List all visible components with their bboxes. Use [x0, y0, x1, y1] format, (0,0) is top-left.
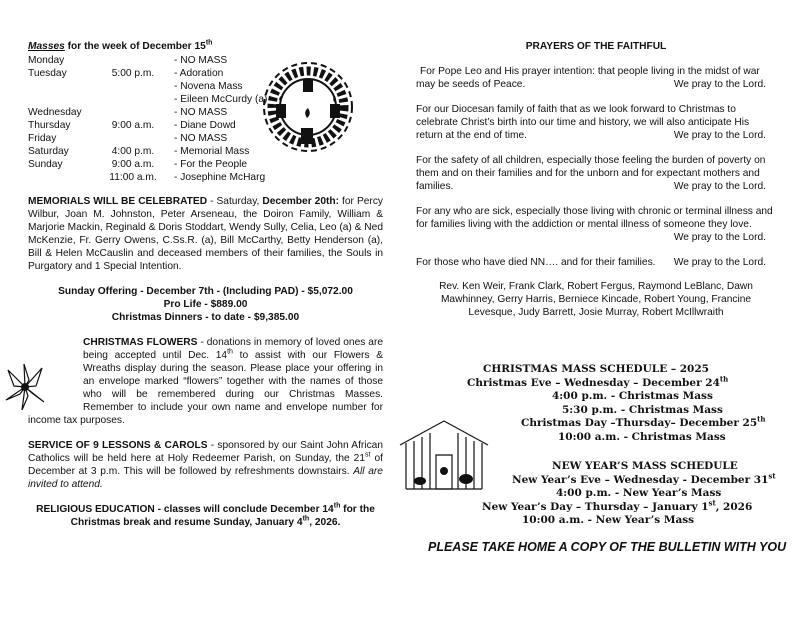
right-column: [416, 40, 776, 319]
mass-day: Tuesday: [28, 68, 67, 79]
mass-time: [92, 93, 174, 106]
mass-time: [92, 54, 174, 67]
prayer-text: For the safety of all children, especially those feeling the burden of poverty on them and on their families and for the unborn and for expectant mothers and families.: [416, 155, 766, 192]
mass-row: [28, 145, 267, 158]
prayer-list: [416, 65, 776, 269]
mass-row: [28, 119, 267, 132]
new-year-day-mass: 10:00 a.m. - New Year’s Mass: [522, 514, 695, 526]
mass-intention: - Memorial Mass: [174, 146, 250, 157]
mass-intention: - Diane Dowd: [174, 120, 236, 131]
mass-intention: - For the People: [174, 159, 248, 170]
offering-block: Sunday Offering - December 7th - (Including PAD) - $5,072.00 Pro Life - $889.00 Christmas Dinners - to date - $9,385.00: [58, 286, 353, 323]
prayer-text: For those who have died NN…. and for their families.: [416, 257, 656, 268]
prayer-text: For any who are sick, especially those living with chronic or terminal illness and for families living with the addiction or mental illness of someone they love.: [416, 206, 773, 230]
new-year-day-line: New Year’s Day – Thursday – January 1st, 2026: [482, 498, 753, 513]
prayer-item: [416, 205, 776, 244]
prayer-text: For Pope Leo and His prayer intention: that people living in the midst of war may be seeds of Peace.: [416, 66, 760, 90]
mass-intention: - Josephine McHarg: [174, 172, 266, 183]
mass-row: [28, 67, 267, 80]
mass-day: Monday: [28, 55, 65, 66]
mass-row: [28, 80, 267, 93]
mass-day: Sunday: [28, 159, 63, 170]
mass-intention: - Eileen McCurdy (a): [174, 94, 268, 105]
education-paragraph: RELIGIOUS EDUCATION - classes will conclude December 14th for the Christmas break and resume Sunday, January 4th, 2026.: [36, 502, 375, 528]
prayers-title: PRAYERS OF THE FAITHFUL: [525, 41, 667, 52]
mass-schedule-table: [28, 54, 267, 184]
memorials-paragraph: MEMORIALS WILL BE CELEBRATED - Saturday, December 20th: for Percy Wilbur, Joan M. Johnston, Peter Arseneau, the Doiron Family, William & Marjorie Mackin, Reginald & Doris Stoddart, Wendy Sully, Celia, Leo (a) & Ned McKenzie, Fr. Gerry Owens, C.Ss.R. (a), Bill McCarthy, Betty Henderson (a), Bill & Helen McCauslin and deceased members of their families, the Souls in Purgatory and 1 Special Intention.: [28, 196, 384, 272]
new-year-eve-line: New Year’s Eve – Wednesday - December 31st: [512, 471, 776, 486]
new-year-eve-mass: 4:00 p.m. - New Year’s Mass: [556, 487, 722, 499]
mass-row: [28, 93, 267, 106]
mass-time: [92, 106, 174, 119]
mass-row: [28, 171, 267, 184]
mass-day: Thursday: [28, 120, 71, 131]
prayer-response: We pray to the Lord.: [673, 232, 766, 243]
mass-day: Saturday: [28, 146, 69, 157]
mass-time: 11:00 a.m.: [109, 172, 157, 183]
mass-time: [92, 80, 174, 93]
mass-time: 9:00 a.m.: [111, 120, 155, 131]
prayer-item: [416, 154, 776, 193]
prayer-response: We pray to the Lord.: [673, 79, 766, 90]
prayer-response: We pray to the Lord.: [673, 181, 766, 192]
prayer-names: Rev. Ken Weir, Frank Clark, Robert Fergus, Raymond LeBlanc, Dawn Mawhinney, Gerry Harris, Berniece Kincade, Robert Young, Francine Levesque, Judy Barrett, Josie Murray, Robert McIllwraith: [439, 281, 753, 318]
mass-day: [28, 93, 92, 106]
prayer-response: We pray to the Lord.: [673, 130, 766, 141]
new-year-schedule-title: NEW YEAR’S MASS SCHEDULE: [552, 460, 738, 472]
mass-intention: - NO MASS: [174, 107, 228, 118]
mass-intention: - Adoration: [174, 68, 224, 79]
christmas-eve-mass-1: 4:00 p.m. - Christmas Mass: [552, 390, 713, 402]
mass-intention: - NO MASS: [174, 133, 228, 144]
mass-time: 5:00 p.m.: [111, 68, 155, 79]
flowers-paragraph: CHRISTMAS FLOWERS - donations in memory of loved ones are being accepted until Dec. 14th to assist with our Flowers & Wreaths display during the season. Please place your offering in an envelope marked “flowers” together with the names of those who will be remembered during our Christmas Masses. Remember to include your own name and envelope number for income tax purposes.: [28, 337, 384, 426]
christmas-eve-mass-2: 5:30 p.m. - Christmas Mass: [562, 403, 723, 416]
mass-day: [28, 171, 92, 184]
mass-day: Wednesday: [28, 107, 82, 118]
masses-heading: Masses for the week of December 15th: [28, 39, 213, 52]
prayer-item: [416, 65, 776, 91]
prayer-item: [416, 103, 776, 142]
mass-row: [28, 132, 267, 145]
mass-intention: - NO MASS: [174, 55, 228, 66]
prayer-text: For our Diocesan family of faith that as we look forward to Christmas to celebrate Christ’s birth into our time and history, we will also anticipate His return at the end of time.: [416, 104, 750, 141]
take-home-notice: PLEASE TAKE HOME A COPY OF THE BULLETIN WITH YOU: [428, 540, 787, 554]
mass-time: 9:00 a.m.: [111, 159, 155, 170]
mass-row: [28, 158, 267, 171]
prayer-response: We pray to the Lord.: [673, 257, 766, 268]
christmas-day-mass: 10:00 a.m. - Christmas Mass: [558, 430, 726, 443]
mass-row: [28, 54, 267, 67]
lessons-paragraph: SERVICE OF 9 LESSONS & CAROLS - sponsored by our Saint John African Catholics will be held here at Holy Redeemer Parish, on Sunday, the 21st of December at 3 p.m. This will be followed by refreshments downstairs. All are invited to attend.: [28, 440, 383, 490]
christmas-schedule-title: CHRISTMAS MASS SCHEDULE – 2025: [483, 363, 709, 375]
mass-time: [92, 132, 174, 145]
poinsettia-icon: [0, 360, 50, 415]
mass-day: [28, 80, 92, 93]
mass-day: Friday: [28, 133, 57, 144]
christmas-eve-line: Christmas Eve – Wednesday – December 24th: [467, 374, 729, 389]
new-year-schedule: [416, 460, 776, 528]
mass-time: 4:00 p.m.: [111, 146, 155, 157]
prayer-item: [416, 256, 776, 269]
advent-wreath-icon: [258, 52, 358, 152]
mass-row: [28, 106, 267, 119]
christmas-day-line: Christmas Day –Thursday– December 25th: [521, 414, 766, 429]
mass-intention: - Novena Mass: [174, 81, 243, 92]
